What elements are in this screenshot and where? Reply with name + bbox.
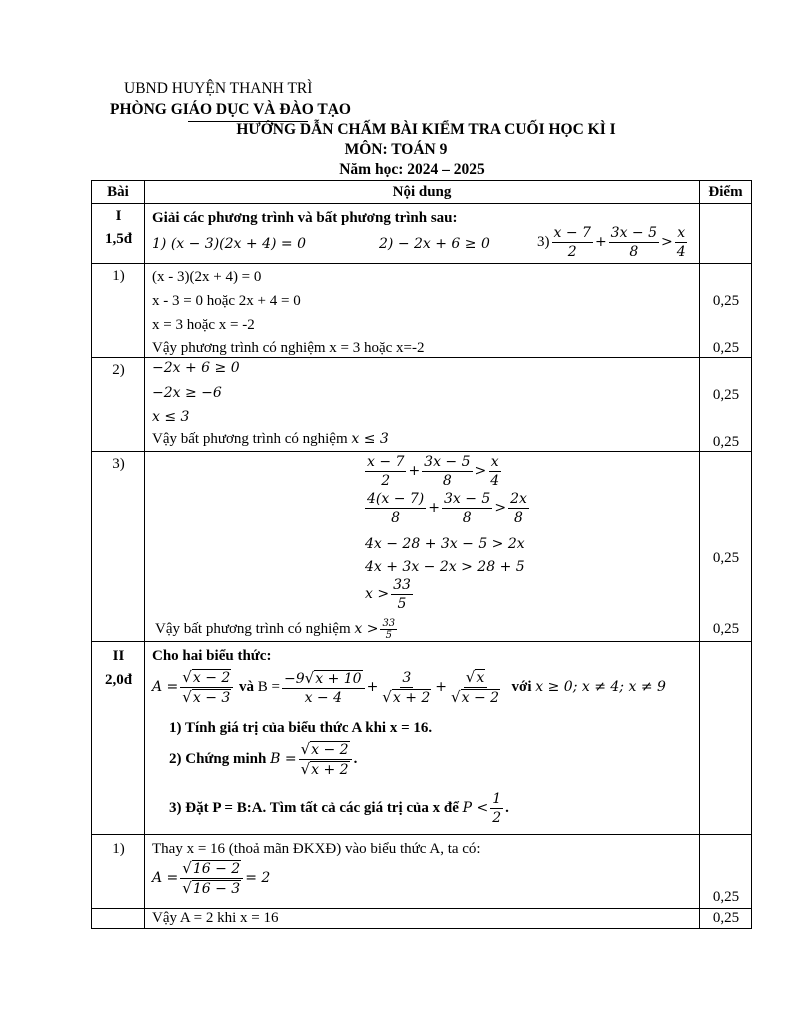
question-2: 2) Chứng minh B = $\frac{√x - 2}{√x + 2}$ . xyxy=(169,740,358,778)
score-value: 0,25 xyxy=(712,889,740,905)
solution-line: x - 3 = 0 hoặc 2x + 4 = 0 xyxy=(152,293,301,309)
problem-prompt: Giải các phương trình và bất phương trình sau: xyxy=(152,210,458,226)
score-value: 0,25 xyxy=(712,434,740,450)
table-row xyxy=(92,204,752,264)
table-row xyxy=(92,264,752,358)
content-cell xyxy=(145,358,700,452)
solution-conclusion: Vậy A = 2 khi x = 16 xyxy=(152,910,279,926)
content-cell xyxy=(145,452,700,642)
bai-cell xyxy=(92,642,145,835)
solution-conclusion: Vậy bất phương trình có nghiệm x > $\frac{33}{5}$ xyxy=(155,618,396,641)
bai-label: I xyxy=(115,208,122,224)
header-org: UBND HUYỆN THANH TRÌ xyxy=(124,80,313,97)
bai-cell xyxy=(92,204,145,264)
table-row xyxy=(92,358,752,452)
table-row xyxy=(92,909,752,929)
part-label: 3) xyxy=(112,456,125,472)
table-header-row xyxy=(92,181,752,204)
solution-line: −2x + 6 ≥ 0 xyxy=(152,360,240,376)
content-cell xyxy=(145,835,700,909)
doc-subject: MÔN: TOÁN 9 xyxy=(344,141,448,158)
score-value: 0,25 xyxy=(712,387,740,403)
bai-points: 2,0đ xyxy=(104,672,133,688)
doc-title: HƯỚNG DẪN CHẤM BÀI KIỂM TRA CUỐI HỌC KÌ I xyxy=(236,121,616,138)
table-row xyxy=(92,835,752,909)
score-value: 0,25 xyxy=(712,910,740,926)
solution-line: $\frac{x - 7}{2}$ + $\frac{3x - 5}{8}$ > $\frac{x}{4}$ xyxy=(367,454,500,489)
solution-line: −2x ≥ −6 xyxy=(152,385,222,401)
problem-2: 2) − 2x + 6 ≥ 0 xyxy=(379,236,490,252)
solution-conclusion: Vậy bất phương trình có nghiệm x ≤ 3 xyxy=(152,431,389,447)
solution-conclusion: Vậy phương trình có nghiệm x = 3 hoặc x=-2 xyxy=(152,340,425,356)
question-1: 1) Tính giá trị của biểu thức A khi x = 16. xyxy=(169,720,433,736)
problem-1: 1) (x − 3)(2x + 4) = 0 xyxy=(152,236,306,252)
col-header-bai: Bài xyxy=(92,181,145,204)
score-value: 0,25 xyxy=(712,550,740,566)
content-cell xyxy=(145,204,700,264)
col-header-diem: Điểm xyxy=(700,181,752,204)
content-cell xyxy=(145,264,700,358)
problem-3: 3) $\frac{x - 7}{2}$ + $\frac{3x - 5}{8}$ > $\frac{x}{4}$ xyxy=(537,225,686,260)
doc-year: Năm học: 2024 – 2025 xyxy=(339,161,485,178)
solution-line: 4x − 28 + 3x − 5 > 2x xyxy=(365,536,525,552)
score-value: 0,25 xyxy=(712,621,740,637)
question-3: 3) Đặt P = B:A. Tìm tất cả các giá trị của x để P < $\frac{1}{2}$ . xyxy=(169,791,509,826)
solution-line: x > $\frac{33}{5}$ xyxy=(365,577,411,612)
col-header-noidung: Nội dung xyxy=(145,181,700,204)
table-row xyxy=(92,452,752,642)
part-label: 2) xyxy=(112,362,125,378)
solution-line: Thay x = 16 (thoả mãn ĐKXĐ) vào biểu thức A, ta có: xyxy=(152,841,481,857)
score-value: 0,25 xyxy=(712,293,740,309)
table-row xyxy=(92,642,752,835)
bai-label: II xyxy=(112,648,125,664)
score-cell xyxy=(700,204,752,264)
bai-points: 1,5đ xyxy=(104,231,133,247)
solution-line: x = 3 hoặc x = -2 xyxy=(152,317,255,333)
expression-definitions: A = $\frac{√x - 2}{√x - 3}$ và B = $\frac{-9√x + 10}{x - 4}$ + $\frac{3}{√x + 2}$ + $\frac{√x}{√x - 2}$ với x ≥ 0; x ≠ 4; x ≠ 9 xyxy=(152,668,666,706)
content-cell xyxy=(145,642,700,835)
grading-table xyxy=(91,180,752,929)
score-cell xyxy=(700,642,752,835)
solution-line: (x - 3)(2x + 4) = 0 xyxy=(152,269,262,285)
score-value: 0,25 xyxy=(712,340,740,356)
problem-prompt: Cho hai biểu thức: xyxy=(152,648,272,664)
solution-line: 4x + 3x − 2x > 28 + 5 xyxy=(365,559,525,575)
solution-line: $\frac{4(x - 7)}{8}$ + $\frac{3x - 5}{8}$ > $\frac{2x}{8}$ xyxy=(367,491,527,526)
header-dept: PHÒNG GIÁO DỤC VÀ ĐÀO TẠO xyxy=(110,101,351,118)
solution-line: x ≤ 3 xyxy=(152,409,190,425)
solution-line: A = $\frac{√16 - 2}{√16 - 3}$ = 2 xyxy=(152,859,271,897)
part-label: 1) xyxy=(112,268,125,284)
part-label: 1) xyxy=(112,841,125,857)
